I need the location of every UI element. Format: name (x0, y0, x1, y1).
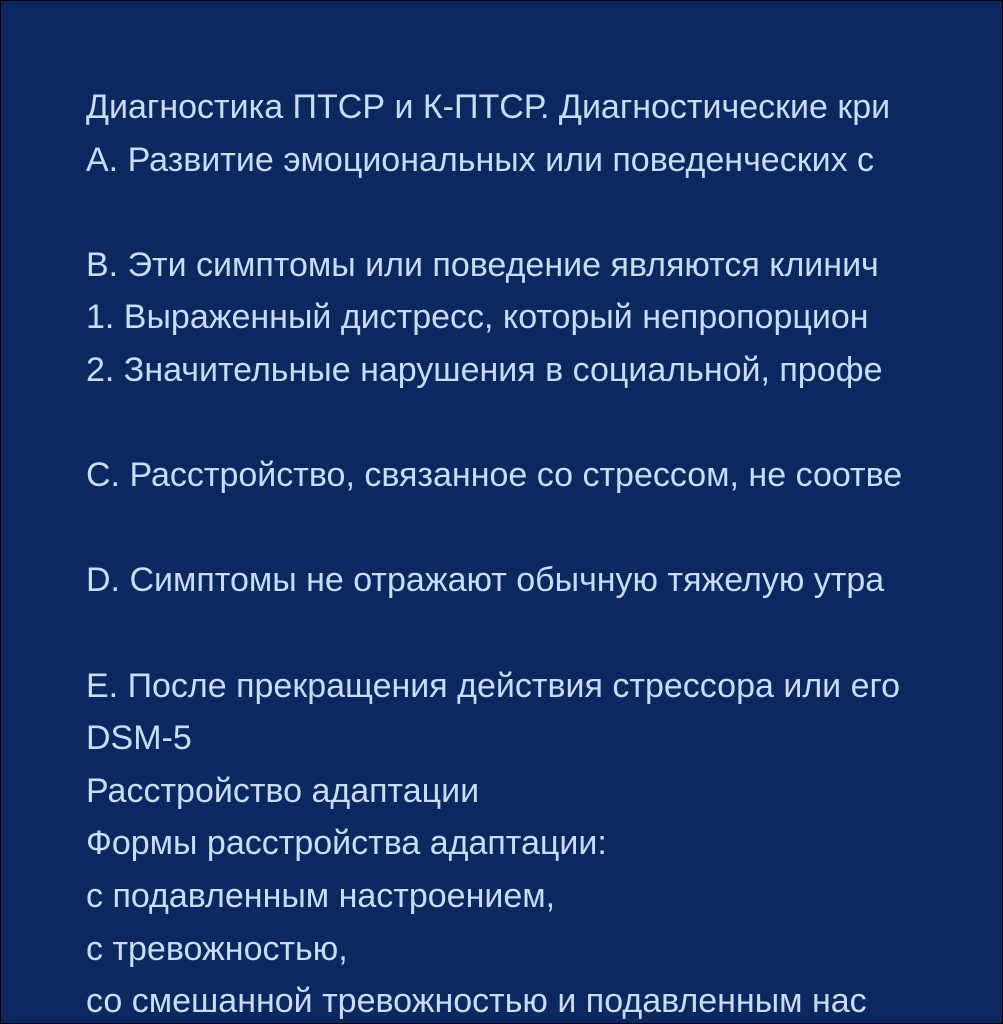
blank-line (86, 186, 1002, 239)
criterion-d-line: D. Симптомы не отражают обычную тяжелую утра (86, 561, 885, 600)
blank-line (86, 607, 1002, 660)
blank-line (86, 397, 1002, 450)
criterion-e-line: Е. После прекращения действия стрессора или его (86, 666, 901, 705)
form-depressed-mood-line: с подавленным настроением, (86, 876, 556, 915)
form-anxiety-line: с тревожностью, (86, 929, 348, 968)
dsm-label-line: DSM-5 (86, 719, 192, 758)
slide (1, 1, 1002, 1023)
adjustment-disorder-line: Расстройство адаптации (86, 771, 480, 810)
criterion-a-line: А. Развитие эмоциональных или поведенческих с (86, 140, 875, 179)
heading-line: Диагностика ПТСР и К-ПТСР. Диагностические кри (86, 88, 891, 126)
slide-body-text (86, 81, 1002, 1023)
blank-line (86, 502, 1002, 555)
criterion-b-line: В. Эти симптомы или поведение являются клинич (86, 245, 879, 284)
criterion-b1-line: 1. Выраженный дистресс, который непропорцион (86, 298, 869, 337)
forms-heading-line: Формы расстройства адаптации: (86, 824, 607, 863)
form-mixed-line: со смешанной тревожностью и подавленным нас (86, 982, 867, 1021)
criterion-c-line: С. Расстройство, связанное со стрессом, не соотве (86, 456, 903, 495)
criterion-b2-line: 2. Значительные нарушения в социальной, профе (86, 350, 883, 389)
